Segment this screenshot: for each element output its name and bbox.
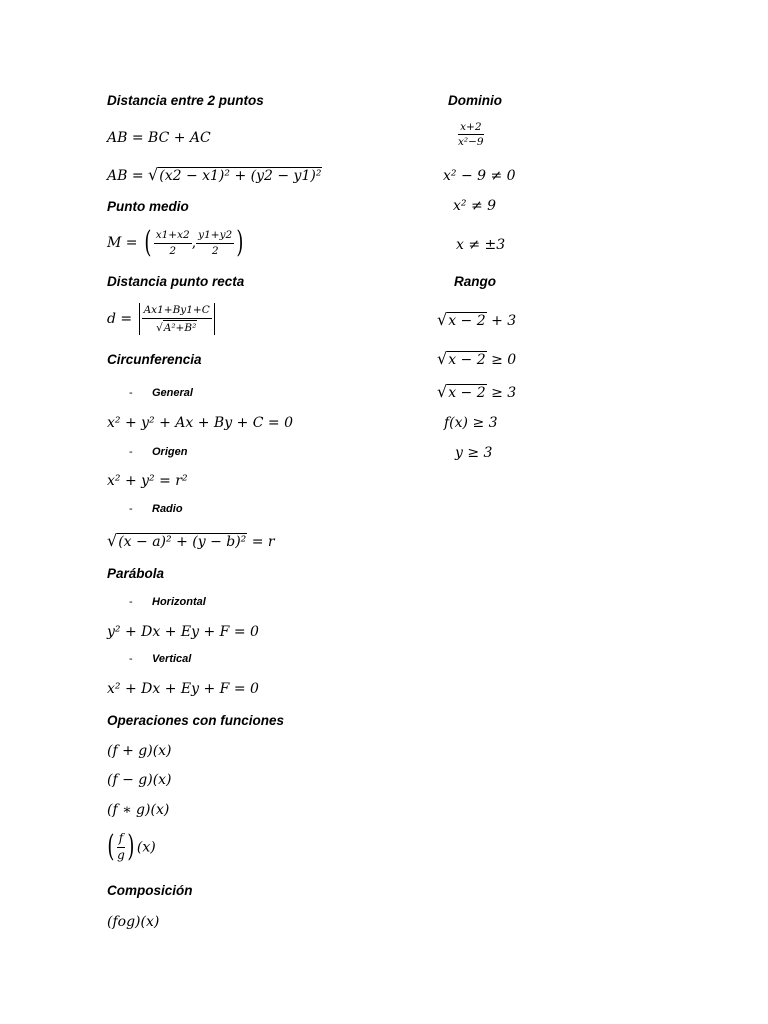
formula-distancia-recta bbox=[107, 303, 217, 335]
heading-circunferencia: Circunferencia bbox=[107, 352, 202, 367]
radicand: x − 2 bbox=[448, 313, 486, 329]
heading-operaciones: Operaciones con funciones bbox=[107, 713, 285, 728]
heading-composicion: Composición bbox=[107, 883, 193, 898]
paren-open: ( bbox=[144, 225, 152, 260]
abs-bar-right bbox=[214, 303, 215, 335]
formula-op-suma: (f + g)(x) bbox=[107, 743, 172, 759]
sqrt-symbol: √ bbox=[437, 382, 448, 401]
denominator: √A²+B² bbox=[156, 321, 197, 334]
bullet-dash: - bbox=[129, 653, 133, 665]
bullet-dash: - bbox=[129, 596, 133, 608]
heading-rango: Rango bbox=[454, 274, 496, 289]
bullet-dash: - bbox=[129, 387, 133, 399]
subheading-radio: Radio bbox=[152, 503, 183, 515]
formula-dominio-step2: x² ≠ 9 bbox=[453, 198, 497, 214]
fraction-y bbox=[196, 229, 234, 256]
fraction-f-g bbox=[117, 832, 125, 863]
radicand: x − 2 bbox=[448, 352, 486, 368]
formula-punto-medio: M = ( $\frac{x1+x2}{2}$ , $\frac{y1+y2}{2}$ ) bbox=[107, 225, 244, 260]
radicand: A²+B² bbox=[163, 321, 197, 334]
paren-open: ( bbox=[107, 829, 115, 865]
formula-rango-5: y ≥ 3 bbox=[455, 445, 493, 461]
subheading-origen: Origen bbox=[152, 446, 188, 458]
heading-dominio: Dominio bbox=[448, 93, 502, 108]
sqrt-symbol: √ bbox=[148, 165, 159, 184]
formula-op-resta: (f − g)(x) bbox=[107, 772, 172, 788]
formula-ab-distance bbox=[107, 167, 322, 183]
subheading-horizontal: Horizontal bbox=[152, 596, 206, 608]
formula-arg: (x) bbox=[136, 839, 156, 856]
formula-dominio-step1: x² − 9 ≠ 0 bbox=[443, 168, 516, 184]
numerator: y1+y2 bbox=[196, 229, 234, 243]
formula-lhs: AB = bbox=[107, 168, 149, 184]
numerator: f bbox=[117, 832, 125, 848]
heading-distancia-recta: Distancia punto recta bbox=[107, 274, 245, 289]
formula-dominio-step3: x ≠ ±3 bbox=[456, 237, 506, 253]
subheading-general: General bbox=[152, 387, 193, 399]
bullet-dash: - bbox=[129, 503, 133, 515]
formula-rhs: + 3 bbox=[486, 313, 517, 329]
abs-bar-left bbox=[139, 303, 140, 335]
paren-close: ) bbox=[236, 225, 244, 260]
formula-composicion: (fog)(x) bbox=[107, 914, 160, 930]
formula-parabola-horizontal: y² + Dx + Ey + F = 0 bbox=[107, 624, 259, 640]
sqrt-symbol: √ bbox=[107, 531, 118, 550]
denominator: g bbox=[117, 847, 125, 862]
denominator: x²−9 bbox=[458, 136, 484, 149]
formula-rhs: ≥ 0 bbox=[486, 352, 517, 368]
fraction-distance bbox=[142, 304, 212, 333]
subheading-vertical: Vertical bbox=[152, 653, 192, 665]
formula-dominio-fraction bbox=[458, 121, 484, 148]
heading-punto-medio: Punto medio bbox=[107, 199, 189, 214]
bullet-dash: - bbox=[129, 446, 133, 458]
formula-rhs: = r bbox=[247, 534, 275, 550]
sqrt-symbol: √ bbox=[437, 310, 448, 329]
radicand: (x − a)² + (y − b)² bbox=[118, 534, 247, 550]
fraction-dominio bbox=[458, 121, 484, 148]
paren-close: ) bbox=[127, 829, 135, 865]
fraction-x bbox=[154, 229, 192, 256]
heading-distancia: Distancia entre 2 puntos bbox=[107, 93, 264, 108]
heading-parabola: Parábola bbox=[107, 566, 165, 581]
denominator: 2 bbox=[211, 244, 219, 257]
sqrt-symbol: √ bbox=[437, 349, 448, 368]
denominator: 2 bbox=[169, 244, 177, 257]
numerator: x1+x2 bbox=[154, 229, 192, 243]
formula-parabola-vertical: x² + Dx + Ey + F = 0 bbox=[107, 681, 259, 697]
numerator: Ax1+By1+C bbox=[142, 304, 212, 318]
formula-op-division bbox=[105, 829, 156, 865]
formula-lhs: M = bbox=[107, 235, 142, 251]
radicand: (x2 − x1)² + (y2 − y1)² bbox=[159, 168, 322, 184]
formula-circ-origen: x² + y² = r² bbox=[107, 473, 188, 489]
numerator: x+2 bbox=[458, 121, 484, 135]
formula-op-producto: (f ∗ g)(x) bbox=[107, 802, 170, 818]
formula-rango-4: f(x) ≥ 3 bbox=[444, 415, 498, 431]
formula-circ-general: x² + y² + Ax + By + C = 0 bbox=[107, 415, 294, 431]
formula-ab-sum: AB = BC + AC bbox=[107, 130, 211, 146]
formula-rhs: ≥ 3 bbox=[486, 385, 517, 401]
formula-rango-2 bbox=[437, 351, 516, 367]
formula-rango-1 bbox=[437, 312, 516, 328]
formula-lhs: d = bbox=[107, 311, 137, 327]
radicand: x − 2 bbox=[448, 385, 486, 401]
formula-rango-3 bbox=[437, 384, 516, 400]
formula-radio bbox=[107, 533, 275, 549]
